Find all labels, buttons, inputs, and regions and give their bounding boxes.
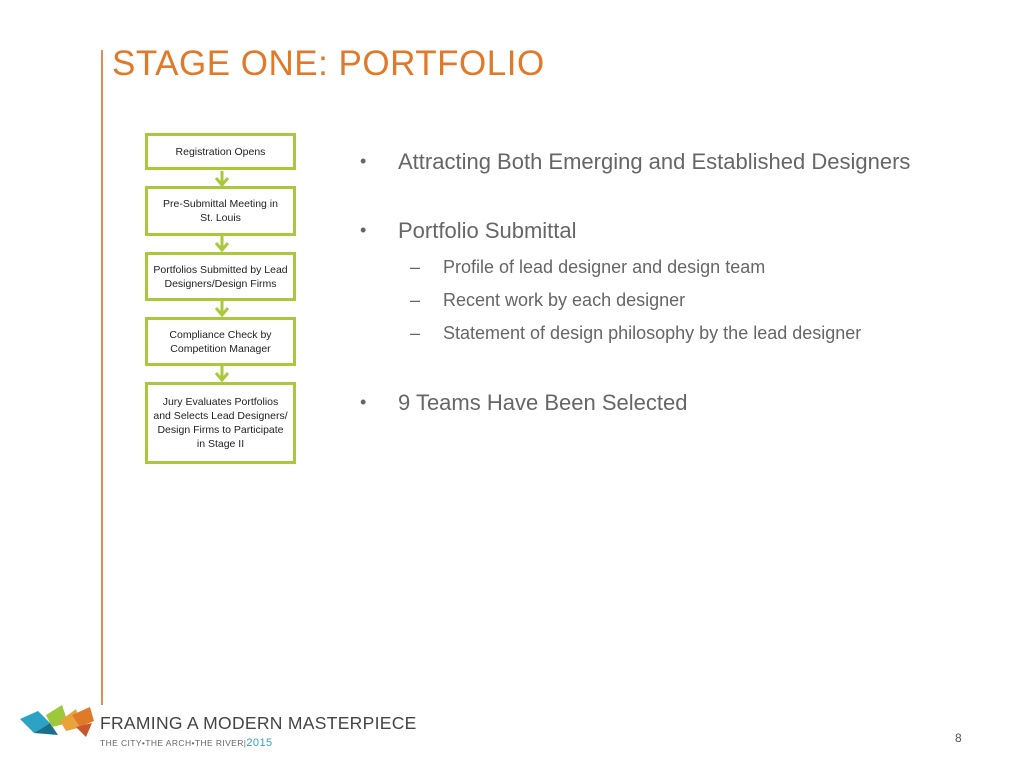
flow-step-portfolios-submitted [145, 252, 296, 301]
sub-bullet-text: Statement of design philosophy by the lead designer [443, 323, 862, 343]
flow-step-label: Jury Evaluates Portfolios and Selects Lead Designers/ Design Firms to Participate in Stage II [153, 396, 288, 450]
flow-step-label: Registration Opens [175, 145, 266, 158]
bullet-item [360, 214, 980, 247]
bullet-item [360, 145, 980, 178]
sub-bullet-item [410, 251, 980, 284]
flow-step-label: Portfolios Submitted by Lead Designers/Design Firms [153, 263, 288, 290]
arch-logo-icon [20, 705, 95, 741]
bullet-dot: • [360, 220, 367, 240]
tagline-year: 2015 [246, 737, 273, 749]
slide-title: STAGE ONE: PORTFOLIO [112, 44, 545, 83]
flow-step-label: Pre-Submittal Meeting in St. Louis [163, 198, 278, 224]
bullet-item [360, 386, 980, 419]
sub-bullet-text: Recent work by each designer [443, 290, 686, 310]
tagline-separator: | [243, 738, 247, 748]
brand-tagline [100, 737, 272, 749]
sub-bullet-list [360, 251, 980, 350]
arrow-down-icon [214, 171, 230, 187]
bullet-dot: • [360, 151, 367, 171]
bullet-text: Portfolio Submittal [398, 218, 577, 243]
bullet-list [360, 145, 980, 455]
flow-step-registration [145, 133, 296, 170]
sub-bullet-dash: – [410, 323, 421, 343]
flow-step-jury-evaluates [145, 382, 296, 464]
flow-step-compliance-check [145, 317, 296, 366]
page-number: 8 [955, 731, 962, 745]
bullet-text: 9 Teams Have Been Selected [398, 390, 688, 415]
sub-bullet-dash: – [410, 257, 421, 277]
sub-bullet-item [410, 284, 980, 317]
sub-bullet-dash: – [410, 290, 421, 310]
vertical-divider-line [101, 50, 103, 705]
tagline-text: THE CITY•THE ARCH•THE RIVER [100, 738, 244, 748]
sub-bullet-text: Profile of lead designer and design team [443, 257, 766, 277]
arrow-down-icon [214, 236, 230, 252]
sub-bullet-item [410, 317, 980, 350]
bullet-dot: • [360, 392, 367, 412]
flow-step-pre-submittal [145, 186, 296, 236]
arrow-down-icon [214, 301, 230, 317]
bullet-text: Attracting Both Emerging and Established Designers [398, 149, 911, 174]
brand-name: FRAMING A MODERN MASTERPIECE [100, 713, 417, 733]
flow-step-label: Compliance Check by Competition Manager [169, 328, 272, 355]
arrow-down-icon [214, 366, 230, 382]
